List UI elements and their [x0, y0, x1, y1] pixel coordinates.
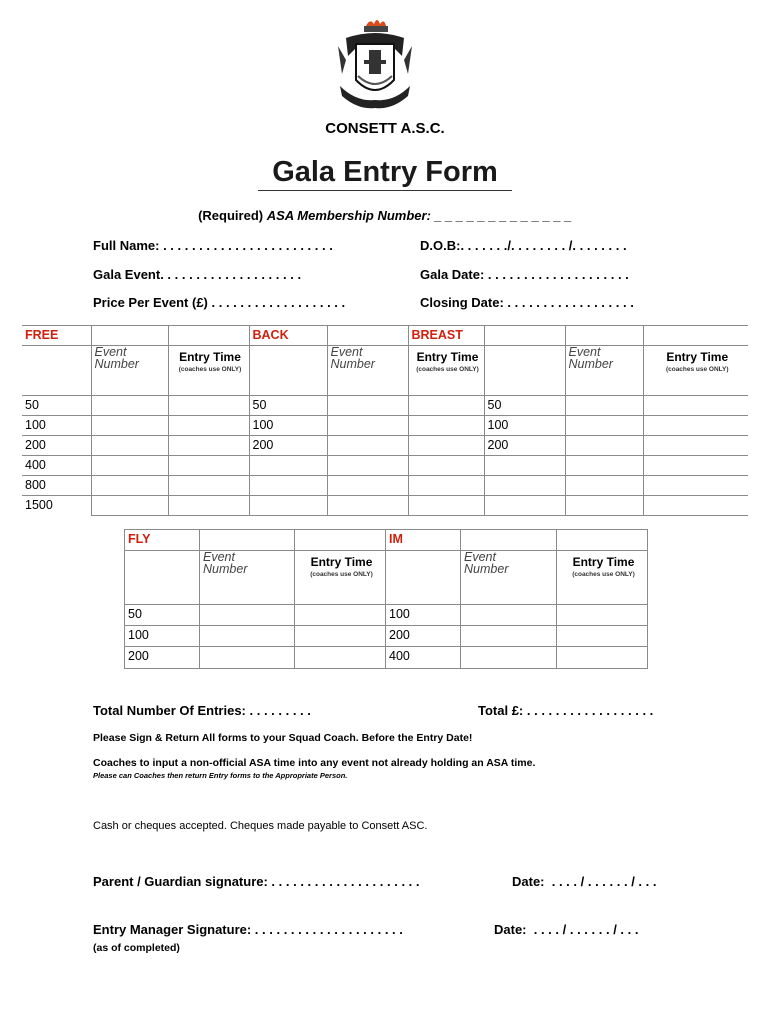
full-name-field[interactable]: Full Name: . . . . . . . . . . . . . . . . . . . . . . . . [93, 238, 333, 253]
event-number-header: Event Number [327, 346, 408, 396]
event-number-cell[interactable] [327, 396, 408, 416]
fly-distance: 50 [125, 605, 200, 626]
entry-time-header: Entry Time (coaches use ONLY) [168, 346, 249, 396]
entry-time-cell[interactable] [408, 436, 484, 456]
entry-time-cell[interactable] [557, 605, 648, 626]
event-number-cell[interactable] [91, 476, 168, 496]
table-row [22, 396, 748, 416]
event-number-header: Event Number [565, 346, 643, 396]
entry-time-cell[interactable] [168, 496, 249, 516]
event-number-cell[interactable] [91, 496, 168, 516]
entry-time-cell[interactable] [408, 416, 484, 436]
as-of-completed-note: (as of completed) [93, 942, 180, 954]
entry-time-cell[interactable] [643, 396, 748, 416]
page-title: Gala Entry Form [272, 156, 498, 188]
entry-table-fly-im [124, 529, 648, 669]
event-number-cell[interactable] [91, 456, 168, 476]
event-number-cell[interactable] [327, 416, 408, 436]
breast-distance: 200 [484, 436, 565, 456]
sign-return-note: Please Sign & Return All forms to your Squad Coach. Before the Entry Date! [93, 732, 473, 744]
free-distance: 400 [22, 456, 91, 476]
event-number-cell[interactable] [461, 647, 557, 669]
back-distance: 200 [249, 436, 327, 456]
asa-membership-blank[interactable]: _ _ _ _ _ _ _ _ _ _ _ _ _ [434, 208, 572, 223]
event-number-cell[interactable] [565, 436, 643, 456]
entry-time-cell[interactable] [295, 626, 386, 647]
table-row [125, 647, 648, 669]
event-number-cell[interactable] [200, 626, 295, 647]
table-row [22, 436, 748, 456]
entry-time-header: Entry Time (coaches use ONLY) [295, 551, 386, 605]
stroke-im: IM [386, 530, 461, 551]
entry-time-cell[interactable] [168, 396, 249, 416]
free-distance: 50 [22, 396, 91, 416]
free-distance: 1500 [22, 496, 91, 516]
event-number-cell[interactable] [461, 626, 557, 647]
dob-field[interactable]: D.O.B:. . . . . . ./. . . . . . . . /. . . . . . . . [420, 238, 627, 253]
title-underline [258, 190, 512, 191]
entry-time-cell[interactable] [295, 605, 386, 626]
total-entries-field[interactable]: Total Number Of Entries: . . . . . . . . . [93, 703, 311, 718]
gala-event-field[interactable]: Gala Event. . . . . . . . . . . . . . . . . . . . [93, 267, 302, 282]
entry-time-cell[interactable] [295, 647, 386, 669]
event-number-cell[interactable] [91, 436, 168, 456]
back-distance: 50 [249, 396, 327, 416]
table-row [22, 416, 748, 436]
fly-distance: 100 [125, 626, 200, 647]
entry-time-cell[interactable] [557, 626, 648, 647]
price-per-event-field[interactable]: Price Per Event (£) . . . . . . . . . . . . . . . . . . . [93, 295, 346, 310]
free-distance: 200 [22, 436, 91, 456]
payment-note: Cash or cheques accepted. Cheques made payable to Consett ASC. [93, 820, 428, 832]
im-distance: 200 [386, 626, 461, 647]
stroke-fly: FLY [125, 530, 200, 551]
gala-date-field[interactable]: Gala Date: . . . . . . . . . . . . . . . . . . . . [420, 267, 629, 282]
asa-required-label: (Required) [198, 208, 264, 223]
table-row [125, 626, 648, 647]
parent-date-field[interactable]: Date: . . . . / . . . . . . / . . . [512, 874, 657, 889]
stroke-breast: BREAST [408, 326, 484, 346]
im-distance: 100 [386, 605, 461, 626]
event-number-cell[interactable] [565, 396, 643, 416]
entry-time-cell[interactable] [168, 416, 249, 436]
event-number-cell[interactable] [91, 396, 168, 416]
coaches-input-note: Coaches to input a non-official ASA time into any event not already holding an ASA time. [93, 757, 536, 769]
entry-time-header: Entry Time (coaches use ONLY) [643, 346, 748, 396]
event-number-header: Event Number [200, 551, 295, 605]
im-distance: 400 [386, 647, 461, 669]
entry-time-cell[interactable] [643, 436, 748, 456]
entry-time-cell[interactable] [168, 436, 249, 456]
table-row [22, 476, 748, 496]
event-number-cell[interactable] [200, 605, 295, 626]
event-number-cell[interactable] [565, 416, 643, 436]
table-row [125, 605, 648, 626]
entry-manager-signature-field[interactable]: Entry Manager Signature: . . . . . . . . . . . . . . . . . . . . . [93, 922, 403, 937]
entry-time-cell[interactable] [557, 647, 648, 669]
entry-time-header: Entry Time (coaches use ONLY) [408, 346, 484, 396]
entry-time-cell[interactable] [168, 456, 249, 476]
event-number-header: Event Number [461, 551, 557, 605]
entry-table-free-back-breast [22, 325, 748, 516]
breast-distance: 100 [484, 416, 565, 436]
asa-membership-label: ASA Membership Number: [266, 208, 431, 223]
club-crest-logo [336, 16, 414, 116]
free-distance: 800 [22, 476, 91, 496]
event-number-cell[interactable] [327, 436, 408, 456]
stroke-back: BACK [249, 326, 327, 346]
club-name: CONSETT A.S.C. [325, 120, 445, 137]
coaches-return-note: Please can Coaches then return Entry forms to the Appropriate Person. [93, 771, 348, 780]
event-number-header: Event Number [91, 346, 168, 396]
event-number-cell[interactable] [91, 416, 168, 436]
entry-time-header: Entry Time (coaches use ONLY) [557, 551, 648, 605]
closing-date-field[interactable]: Closing Date: . . . . . . . . . . . . . . . . . . [420, 295, 634, 310]
total-cost-field[interactable]: Total £: . . . . . . . . . . . . . . . . . . [478, 703, 654, 718]
table-row [22, 456, 748, 476]
stroke-free: FREE [22, 326, 91, 346]
entry-time-cell[interactable] [643, 416, 748, 436]
back-distance: 100 [249, 416, 327, 436]
asa-membership-line[interactable] [0, 208, 770, 223]
free-distance: 100 [22, 416, 91, 436]
table-row [22, 496, 748, 516]
event-number-cell[interactable] [200, 647, 295, 669]
entry-manager-date-field[interactable]: Date: . . . . / . . . . . . / . . . [494, 922, 639, 937]
parent-signature-field[interactable]: Parent / Guardian signature: . . . . . . . . . . . . . . . . . . . . . [93, 874, 420, 889]
breast-distance: 50 [484, 396, 565, 416]
entry-time-cell[interactable] [168, 476, 249, 496]
entry-time-cell[interactable] [408, 396, 484, 416]
event-number-cell[interactable] [461, 605, 557, 626]
fly-distance: 200 [125, 647, 200, 669]
